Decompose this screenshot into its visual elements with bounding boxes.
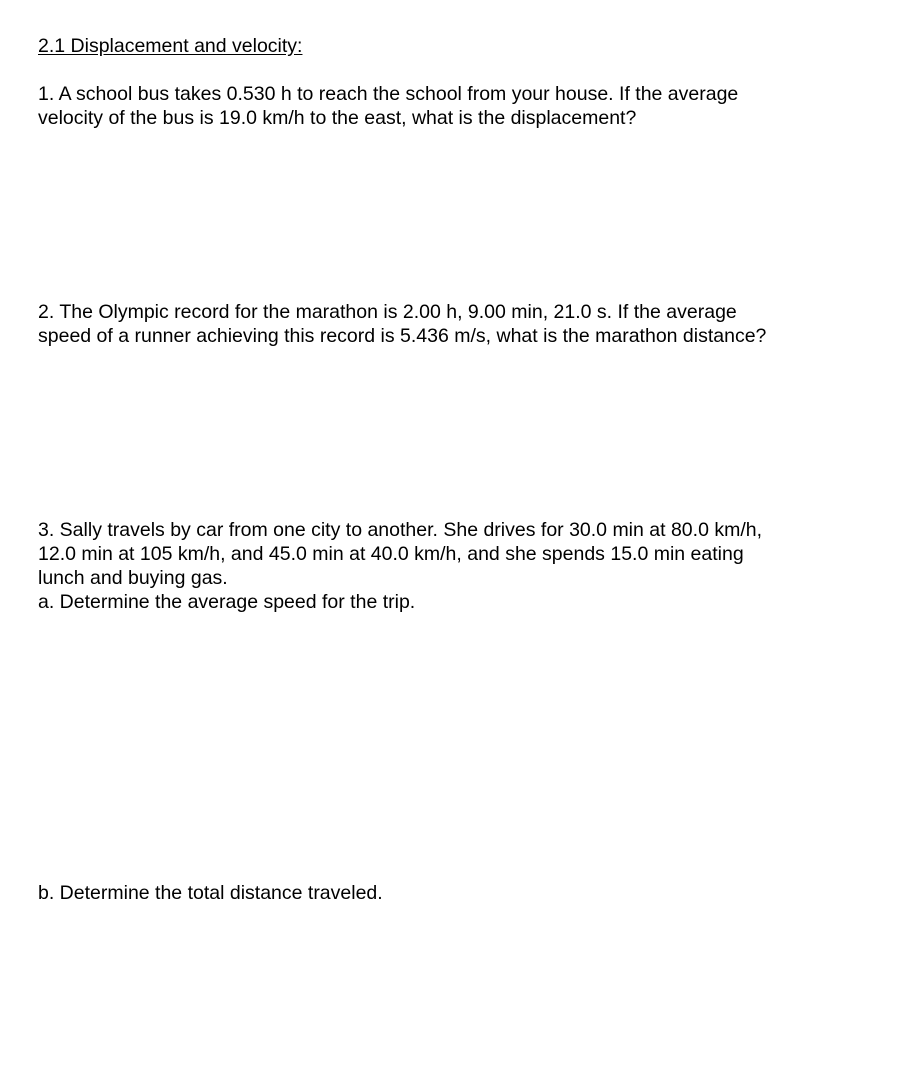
question-3a-text: a. Determine the average speed for the trip. (38, 591, 416, 613)
question-3-text: 3. Sally travels by car from one city to another. She drives for 30.0 min at 80.0 km/h, 12.0 min at 105 km/h, and 45.0 min at 40.0 km/h, and she spends 15.0 min eating lunch and buying gas. (38, 519, 763, 589)
question-1-text: 1. A school bus takes 0.530 h to reach the school from your house. If the average velocity of the bus is 19.0 km/h to the east, what is the displacement? (38, 83, 739, 129)
section-heading: 2.1 Displacement and velocity: (38, 35, 303, 57)
question-2-text: 2. The Olympic record for the marathon is 2.00 h, 9.00 min, 21.0 s. If the average speed of a runner achieving this record is 5.436 m/s, what is the marathon distance? (38, 301, 767, 347)
question-3b-text: b. Determine the total distance traveled. (38, 882, 383, 904)
